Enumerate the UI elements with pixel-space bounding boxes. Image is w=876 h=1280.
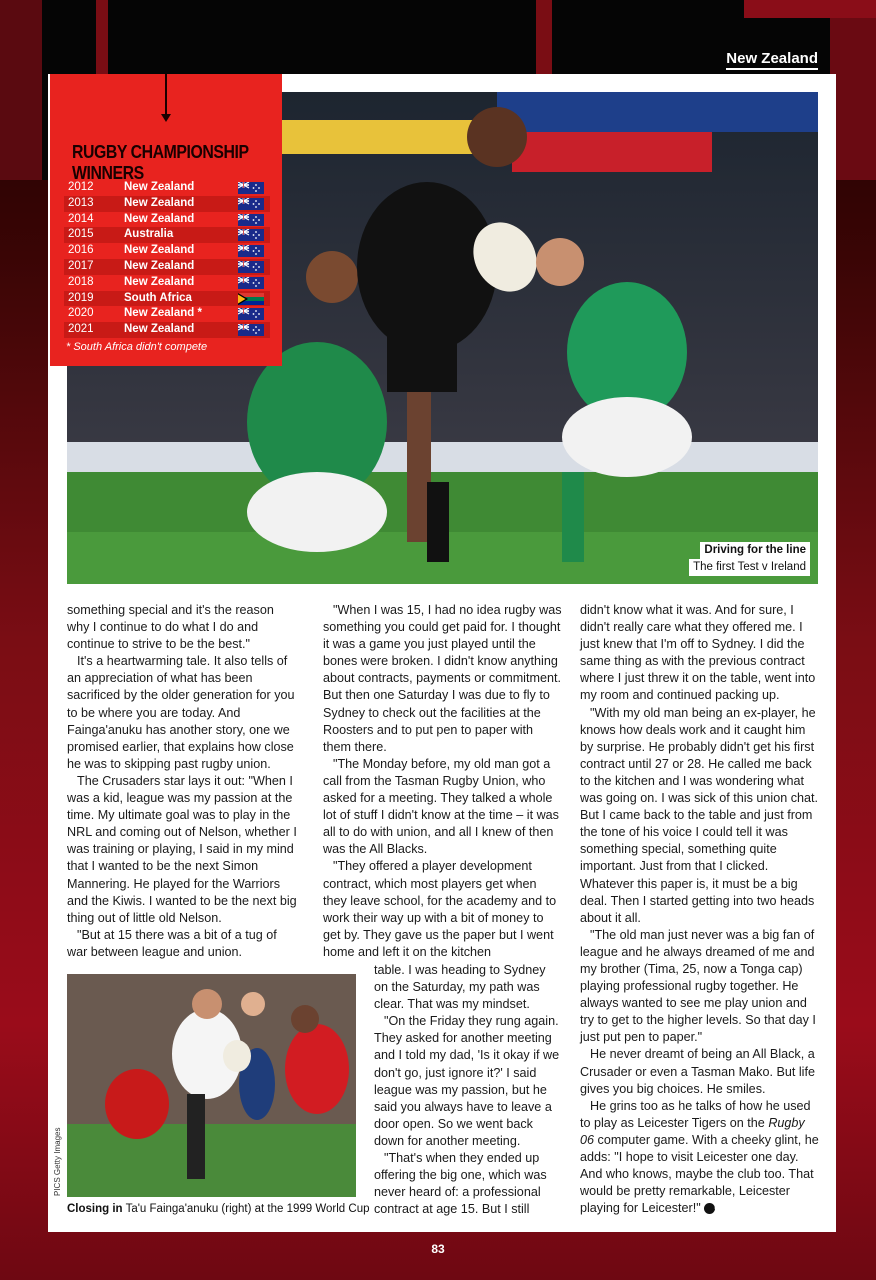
paragraph: It's a heartwarming tale. It also tells of an appreciation of what has been sacrificed by the older generation for you to be where you are today. And Fainga'anuku has another story, one we promised earlier, that explains how close he was to skipping past rugby union. <box>67 654 295 771</box>
paragraph: something special and it's the reason why I continue to do what I do and continue to strive to be the best." <box>67 603 274 652</box>
side-caption-text: Ta'u Fainga'anuku (right) at the 1999 World Cup <box>125 1203 370 1215</box>
winners-year: 2020 <box>68 307 94 320</box>
section-label: New Zealand <box>726 50 818 70</box>
paragraph: "The Monday before, my old man got a call from the Tasman Rugby Union, who asked for a meeting. They talked a whole lot of stuff I didn't know at the time – it was all to do with union, and all I knew of then was the All Blacks. <box>323 756 559 857</box>
winners-row <box>64 196 270 212</box>
winners-country: New Zealand <box>124 259 195 272</box>
winners-year: 2013 <box>68 196 94 209</box>
photo-credit: PICS Getty Images <box>53 1127 62 1196</box>
winners-note: * South Africa didn't compete <box>66 341 208 353</box>
main-caption-text: The first Test v Ireland <box>689 559 810 576</box>
nz-flag-icon <box>238 198 264 210</box>
paragraph: table. I was heading to Sydney on the Saturday, my path was clear. That was my mindset. <box>374 963 546 1012</box>
winners-row <box>64 275 270 291</box>
game-title: Rugby 06 <box>580 1115 805 1147</box>
winners-row <box>64 291 270 307</box>
south-africa-flag-icon <box>238 293 264 305</box>
winners-row <box>64 306 270 322</box>
nz-flag-icon <box>238 324 264 336</box>
winners-country: New Zealand <box>124 323 195 336</box>
winners-row <box>64 259 270 275</box>
winners-year: 2012 <box>68 181 94 193</box>
text-run: computer game. With a cheeky glint, he adds: "I hope to visit Leicester one day. And who knows, maybe the club too. That would be pretty remarkable, Leicester playing for Leicester!" <box>580 1132 819 1216</box>
article-column-2 <box>323 602 563 961</box>
paragraph: The Crusaders star lays it out: "When I was a kid, league was my passion at the time. My ultimate goal was to play in the NRL and coming out of Nelson, whether I was training or playing, I said in my mind that I wanted to be the next Simon Mannering. He played for the Warriors and the Kiwis. I wanted to be the next big thing out of little old Nelson. <box>67 773 297 925</box>
paragraph: "That's when they ended up offering the big one, which was never heard of: a professional contract at age 15. But I still <box>374 1151 547 1217</box>
winners-country: New Zealand <box>124 244 195 257</box>
winners-year: 2017 <box>68 259 94 272</box>
nz-flag-icon <box>238 308 264 320</box>
article-column-1 <box>67 602 299 961</box>
paragraph: "They offered a player development contract, which most players get when they leave school, for the academy and to work their way up with a bit of money to get by. They gave us the paper but I went home and left it on the kitchen <box>323 859 557 959</box>
end-mark-icon: RW <box>704 1203 715 1214</box>
paragraph <box>580 1098 820 1218</box>
main-caption-title: Driving for the line <box>700 542 810 559</box>
paragraph: didn't know what it was. And for sure, I didn't really care what they offered me. I just knew that I'm off to Sydney. I did the same thing as with the previous contract where I just threw it on the table, went into my room and continued packing up. <box>580 603 816 703</box>
winners-year: 2019 <box>68 291 94 304</box>
winners-row <box>64 322 270 338</box>
winners-country: New Zealand <box>124 196 195 209</box>
arrow-line <box>165 74 167 116</box>
side-photo <box>67 974 356 1197</box>
paragraph: "On the Friday they rung again. They asked for another meeting and I told my dad, 'Is it okay if we don't go, just ignore it?' I said league was my passion, but he said you always have to leave a door open. So we went back down for another meeting. <box>374 1014 560 1148</box>
nz-flag-icon <box>238 277 264 289</box>
article-column-3 <box>580 602 820 1217</box>
winners-year: 2016 <box>68 244 94 257</box>
side-photo-caption <box>67 1203 370 1215</box>
article-column-2-continued <box>374 962 563 1218</box>
paragraph: He never dreamt of being an All Black, a Crusader or even a Tasman Mako. But life gives you big choices. He smiles. <box>580 1047 815 1096</box>
main-photo-caption <box>689 542 810 576</box>
winners-year: 2014 <box>68 212 94 225</box>
nz-flag-icon <box>238 214 264 226</box>
australia-flag-icon <box>238 229 264 241</box>
paragraph: "With my old man being an ex-player, he knows how deals work and it caught him by surprise. He probably didn't get his first contract until 27 or 28. He called me back to the kitchen and I was wondering what was going on. I was sick of this union chat. But I came back to the table and just from the tone of his voice I could tell it was something special, something quite important. Just from that I clicked. Whatever this paper is, it must be a big deal. Then I started getting into two heads about it all. <box>580 705 819 925</box>
winners-row <box>64 180 270 196</box>
winners-title: RUGBY CHAMPIONSHIP WINNERS <box>72 142 249 183</box>
winners-country: New Zealand <box>124 275 195 288</box>
winners-year: 2018 <box>68 275 94 288</box>
arrow-down-icon <box>161 114 171 122</box>
winners-country: Australia <box>124 228 174 241</box>
paragraph: "The old man just never was a big fan of league and he always dreamed of me and my brother (Tima, 25, now a Tonga cap) playing professional rugby together. He always wanted to see me play union and try to get to the higher levels. So that day I just put pen to paper." <box>580 927 816 1045</box>
winners-row <box>64 227 270 243</box>
paragraph: "But at 15 there was a bit of a tug of war between league and union. <box>67 927 277 959</box>
winners-country: New Zealand <box>124 181 195 193</box>
winners-country: New Zealand * <box>124 307 202 320</box>
winners-row <box>64 212 270 228</box>
winners-table <box>64 180 270 338</box>
page-number: 83 <box>431 1242 445 1256</box>
winners-row <box>64 243 270 259</box>
championship-winners-box <box>50 74 282 366</box>
nz-flag-icon <box>238 182 264 194</box>
winners-year: 2015 <box>68 228 94 241</box>
nz-flag-icon <box>238 261 264 273</box>
winners-year: 2021 <box>68 323 94 336</box>
paragraph: "When I was 15, I had no idea rugby was something you could get paid for. I thought it was a game you just played until the bones were broken. I didn't know anything about contracts, payments or commitment. But then one Saturday I was due to fly to Sydney to check out the facilities at the Roosters and to put pen to paper with them there. <box>323 603 562 754</box>
nz-flag-icon <box>238 245 264 257</box>
text-run: He grins too as he talks of how he used to play as Leicester Tigers on the <box>580 1098 811 1130</box>
winners-country: South Africa <box>124 291 192 304</box>
side-caption-title: Closing in <box>67 1203 123 1215</box>
winners-country: New Zealand <box>124 212 195 225</box>
